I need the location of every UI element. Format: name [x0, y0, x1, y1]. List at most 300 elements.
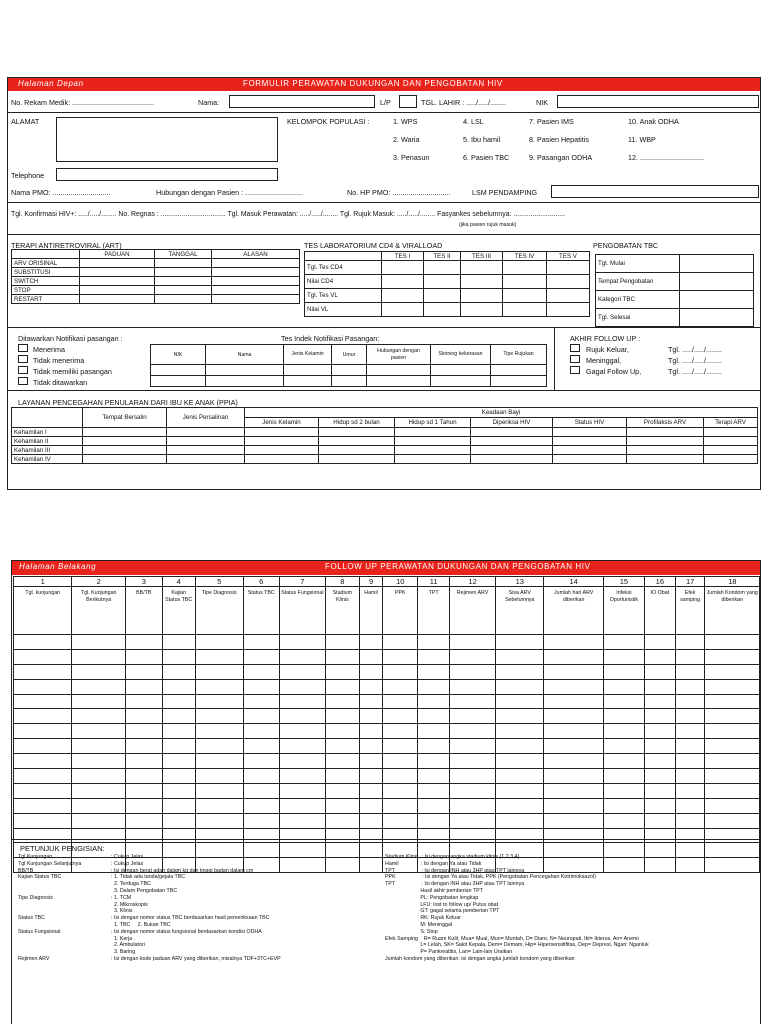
notif-checkbox[interactable] [18, 366, 28, 374]
followup-cell[interactable] [705, 783, 760, 798]
followup-cell[interactable] [195, 754, 243, 769]
followup-cell[interactable] [675, 828, 705, 843]
index-cell[interactable] [332, 376, 367, 387]
followup-cell[interactable] [675, 664, 705, 679]
ppia-cell[interactable] [167, 455, 245, 464]
followup-cell[interactable] [603, 635, 644, 650]
followup-cell[interactable] [450, 828, 496, 843]
followup-cell[interactable] [383, 649, 418, 664]
followup-cell[interactable] [279, 649, 325, 664]
followup-cell[interactable] [72, 724, 125, 739]
ppia-cell[interactable] [553, 455, 627, 464]
followup-cell[interactable] [418, 664, 450, 679]
followup-cell[interactable] [644, 783, 675, 798]
followup-cell[interactable] [162, 798, 195, 813]
followup-cell[interactable] [705, 694, 760, 709]
followup-cell[interactable] [14, 798, 72, 813]
ppia-cell[interactable] [553, 446, 627, 455]
index-cell[interactable] [206, 376, 284, 387]
followup-cell[interactable] [125, 635, 162, 650]
followup-cell[interactable] [675, 754, 705, 769]
followup-cell[interactable] [243, 783, 279, 798]
ppia-cell[interactable] [471, 437, 553, 446]
followup-cell[interactable] [675, 813, 705, 828]
followup-cell[interactable] [279, 679, 325, 694]
ppia-cell[interactable] [167, 437, 245, 446]
followup-cell[interactable] [195, 739, 243, 754]
followup-cell[interactable] [675, 635, 705, 650]
art-cell[interactable] [212, 277, 300, 286]
followup-cell[interactable] [195, 798, 243, 813]
followup-cell[interactable] [359, 769, 383, 784]
ppia-cell[interactable] [245, 428, 319, 437]
followup-cell[interactable] [496, 783, 544, 798]
followup-cell[interactable] [383, 783, 418, 798]
followup-cell[interactable] [383, 709, 418, 724]
followup-cell[interactable] [450, 769, 496, 784]
followup-cell[interactable] [359, 694, 383, 709]
followup-cell[interactable] [496, 664, 544, 679]
lab-cell[interactable] [461, 303, 503, 317]
followup-cell[interactable] [603, 649, 644, 664]
followup-cell[interactable] [359, 679, 383, 694]
followup-cell[interactable] [603, 739, 644, 754]
followup-cell[interactable] [72, 769, 125, 784]
followup-cell[interactable] [72, 709, 125, 724]
followup-cell[interactable] [195, 813, 243, 828]
followup-cell[interactable] [603, 754, 644, 769]
followup-cell[interactable] [325, 635, 359, 650]
followup-cell[interactable] [675, 783, 705, 798]
followup-cell[interactable] [195, 694, 243, 709]
ppia-cell[interactable] [245, 437, 319, 446]
ppia-cell[interactable] [627, 455, 704, 464]
followup-cell[interactable] [125, 664, 162, 679]
followup-cell[interactable] [325, 739, 359, 754]
followup-cell[interactable] [603, 798, 644, 813]
populasi-option[interactable]: 8. Pasien Hepatitis [529, 135, 589, 144]
followup-cell[interactable] [705, 739, 760, 754]
lab-cell[interactable] [547, 289, 590, 303]
followup-cell[interactable] [14, 724, 72, 739]
followup-cell[interactable] [162, 828, 195, 843]
index-cell[interactable] [367, 365, 431, 376]
followup-cell[interactable] [544, 783, 604, 798]
ppia-cell[interactable] [627, 437, 704, 446]
followup-cell[interactable] [675, 769, 705, 784]
followup-cell[interactable] [675, 694, 705, 709]
followup-cell[interactable] [496, 798, 544, 813]
followup-cell[interactable] [359, 783, 383, 798]
followup-cell[interactable] [72, 679, 125, 694]
followup-cell[interactable] [325, 649, 359, 664]
followup-cell[interactable] [14, 754, 72, 769]
followup-cell[interactable] [359, 754, 383, 769]
followup-cell[interactable] [359, 798, 383, 813]
followup-cell[interactable] [359, 828, 383, 843]
ppia-cell[interactable] [319, 455, 395, 464]
art-cell[interactable] [80, 295, 155, 304]
ppia-cell[interactable] [627, 428, 704, 437]
followup-cell[interactable] [279, 813, 325, 828]
followup-cell[interactable] [544, 798, 604, 813]
followup-cell[interactable] [603, 709, 644, 724]
telephone-field[interactable] [56, 168, 278, 181]
followup-cell[interactable] [675, 709, 705, 724]
tbc-cell[interactable] [680, 273, 754, 291]
art-cell[interactable] [212, 295, 300, 304]
followup-cell[interactable] [644, 679, 675, 694]
followup-cell[interactable] [279, 724, 325, 739]
followup-cell[interactable] [644, 664, 675, 679]
followup-cell[interactable] [450, 798, 496, 813]
followup-cell[interactable] [383, 754, 418, 769]
followup-cell[interactable] [125, 694, 162, 709]
tbc-cell[interactable] [680, 291, 754, 309]
lab-cell[interactable] [503, 303, 547, 317]
followup-cell[interactable] [279, 635, 325, 650]
followup-cell[interactable] [675, 739, 705, 754]
followup-cell[interactable] [243, 664, 279, 679]
followup-cell[interactable] [544, 694, 604, 709]
followup-cell[interactable] [325, 828, 359, 843]
followup-cell[interactable] [325, 664, 359, 679]
followup-cell[interactable] [72, 783, 125, 798]
followup-cell[interactable] [603, 769, 644, 784]
followup-cell[interactable] [644, 858, 675, 873]
lsm-field[interactable] [551, 185, 759, 198]
followup-cell[interactable] [125, 798, 162, 813]
followup-cell[interactable] [14, 679, 72, 694]
followup-cell[interactable] [325, 813, 359, 828]
followup-cell[interactable] [359, 709, 383, 724]
followup-cell[interactable] [675, 798, 705, 813]
populasi-option[interactable]: 5. Ibu hamil [463, 135, 501, 144]
followup-cell[interactable] [544, 664, 604, 679]
followup-cell[interactable] [496, 694, 544, 709]
followup-cell[interactable] [418, 798, 450, 813]
index-cell[interactable] [151, 365, 206, 376]
followup-cell[interactable] [383, 828, 418, 843]
followup-cell[interactable] [279, 798, 325, 813]
followup-cell[interactable] [603, 724, 644, 739]
followup-cell[interactable] [359, 724, 383, 739]
followup-cell[interactable] [279, 694, 325, 709]
followup-cell[interactable] [496, 769, 544, 784]
followup-cell[interactable] [383, 724, 418, 739]
followup-cell[interactable] [325, 754, 359, 769]
followup-cell[interactable] [125, 813, 162, 828]
ppia-cell[interactable] [167, 446, 245, 455]
followup-cell[interactable] [279, 769, 325, 784]
followup-cell[interactable] [544, 754, 604, 769]
followup-cell[interactable] [279, 783, 325, 798]
followup-cell[interactable] [496, 724, 544, 739]
lab-cell[interactable] [424, 303, 461, 317]
ppia-cell[interactable] [83, 437, 167, 446]
followup-cell[interactable] [544, 649, 604, 664]
followup-cell[interactable] [675, 679, 705, 694]
followup-cell[interactable] [325, 858, 359, 873]
lab-cell[interactable] [382, 275, 424, 289]
followup-cell[interactable] [644, 798, 675, 813]
followup-cell[interactable] [162, 664, 195, 679]
followup-cell[interactable] [195, 649, 243, 664]
followup-cell[interactable] [14, 635, 72, 650]
followup-cell[interactable] [450, 694, 496, 709]
followup-cell[interactable] [243, 649, 279, 664]
art-cell[interactable] [212, 268, 300, 277]
followup-cell[interactable] [195, 828, 243, 843]
followup-cell[interactable] [496, 679, 544, 694]
lab-cell[interactable] [382, 289, 424, 303]
index-cell[interactable] [332, 365, 367, 376]
index-cell[interactable] [431, 365, 491, 376]
ppia-cell[interactable] [704, 437, 758, 446]
lab-cell[interactable] [547, 261, 590, 275]
populasi-option[interactable]: 11. WBP [628, 135, 656, 144]
followup-cell[interactable] [450, 635, 496, 650]
index-cell[interactable] [284, 365, 332, 376]
followup-cell[interactable] [705, 858, 760, 873]
followup-cell[interactable] [644, 813, 675, 828]
index-cell[interactable] [431, 376, 491, 387]
lab-cell[interactable] [424, 275, 461, 289]
index-cell[interactable] [491, 365, 547, 376]
followup-cell[interactable] [705, 754, 760, 769]
followup-cell[interactable] [383, 769, 418, 784]
ppia-cell[interactable] [471, 446, 553, 455]
followup-cell[interactable] [359, 664, 383, 679]
art-cell[interactable] [155, 286, 212, 295]
followup-cell[interactable] [675, 649, 705, 664]
followup-cell[interactable] [450, 709, 496, 724]
followup-cell[interactable] [72, 828, 125, 843]
followup-cell[interactable] [383, 739, 418, 754]
followup-cell[interactable] [496, 739, 544, 754]
followup-cell[interactable] [496, 754, 544, 769]
followup-cell[interactable] [418, 694, 450, 709]
followup-cell[interactable] [450, 783, 496, 798]
followup-cell[interactable] [544, 769, 604, 784]
followup-cell[interactable] [125, 769, 162, 784]
ppia-cell[interactable] [553, 428, 627, 437]
populasi-option[interactable]: 2. Waria [393, 135, 420, 144]
lab-cell[interactable] [503, 275, 547, 289]
followup-cell[interactable] [383, 798, 418, 813]
followup-cell[interactable] [325, 843, 359, 858]
followup-cell[interactable] [14, 813, 72, 828]
followup-cell[interactable] [162, 783, 195, 798]
followup-cell[interactable] [675, 724, 705, 739]
followup-cell[interactable] [359, 649, 383, 664]
followup-cell[interactable] [325, 724, 359, 739]
ppia-cell[interactable] [395, 446, 471, 455]
ppia-cell[interactable] [471, 455, 553, 464]
populasi-option[interactable]: 3. Penasun [393, 153, 430, 162]
followup-cell[interactable] [72, 798, 125, 813]
followup-cell[interactable] [162, 813, 195, 828]
followup-cell[interactable] [359, 739, 383, 754]
followup-cell[interactable] [125, 679, 162, 694]
followup-cell[interactable] [418, 739, 450, 754]
followup-cell[interactable] [325, 783, 359, 798]
followup-cell[interactable] [496, 828, 544, 843]
followup-cell[interactable] [675, 843, 705, 858]
followup-cell[interactable] [544, 635, 604, 650]
art-cell[interactable] [80, 277, 155, 286]
followup-cell[interactable] [383, 635, 418, 650]
followup-cell[interactable] [325, 679, 359, 694]
followup-cell[interactable] [644, 635, 675, 650]
followup-cell[interactable] [603, 664, 644, 679]
followup-cell[interactable] [644, 709, 675, 724]
followup-cell[interactable] [125, 724, 162, 739]
populasi-option[interactable]: 6. Pasien TBC [463, 153, 510, 162]
followup-cell[interactable] [450, 679, 496, 694]
followup-cell[interactable] [544, 709, 604, 724]
ppia-cell[interactable] [395, 455, 471, 464]
followup-cell[interactable] [359, 858, 383, 873]
followup-cell[interactable] [162, 649, 195, 664]
followup-cell[interactable] [705, 828, 760, 843]
populasi-option[interactable]: 10. Anak ODHA [628, 117, 679, 126]
followup-cell[interactable] [72, 649, 125, 664]
art-cell[interactable] [155, 277, 212, 286]
followup-cell[interactable] [195, 664, 243, 679]
followup-cell[interactable] [243, 769, 279, 784]
followup-cell[interactable] [125, 739, 162, 754]
followup-cell[interactable] [72, 754, 125, 769]
followup-cell[interactable] [418, 769, 450, 784]
followup-cell[interactable] [644, 694, 675, 709]
followup-cell[interactable] [359, 813, 383, 828]
followup-cell[interactable] [243, 754, 279, 769]
lab-cell[interactable] [461, 261, 503, 275]
notif-checkbox[interactable] [18, 344, 28, 352]
followup-cell[interactable] [125, 783, 162, 798]
alamat-field[interactable] [56, 117, 278, 162]
ppia-cell[interactable] [704, 455, 758, 464]
followup-cell[interactable] [162, 635, 195, 650]
followup-cell[interactable] [418, 813, 450, 828]
index-cell[interactable] [491, 376, 547, 387]
ppia-cell[interactable] [83, 428, 167, 437]
tbc-cell[interactable] [680, 255, 754, 273]
index-cell[interactable] [284, 376, 332, 387]
followup-cell[interactable] [705, 798, 760, 813]
art-cell[interactable] [212, 259, 300, 268]
art-cell[interactable] [155, 295, 212, 304]
ppia-cell[interactable] [83, 446, 167, 455]
followup-cell[interactable] [162, 754, 195, 769]
followup-cell[interactable] [279, 664, 325, 679]
index-cell[interactable] [367, 376, 431, 387]
followup-cell[interactable] [359, 843, 383, 858]
ppia-cell[interactable] [704, 446, 758, 455]
followup-cell[interactable] [243, 739, 279, 754]
followup-cell[interactable] [644, 739, 675, 754]
followup-cell[interactable] [279, 739, 325, 754]
populasi-option[interactable]: 9. Pasangan ODHA [529, 153, 593, 162]
followup-cell[interactable] [14, 649, 72, 664]
followup-cell[interactable] [418, 709, 450, 724]
followup-cell[interactable] [603, 694, 644, 709]
followup-cell[interactable] [162, 724, 195, 739]
ppia-cell[interactable] [319, 428, 395, 437]
followup-cell[interactable] [644, 769, 675, 784]
ppia-cell[interactable] [627, 446, 704, 455]
followup-cell[interactable] [644, 754, 675, 769]
ppia-cell[interactable] [395, 428, 471, 437]
ppia-cell[interactable] [245, 446, 319, 455]
ppia-cell[interactable] [83, 455, 167, 464]
followup-cell[interactable] [125, 754, 162, 769]
followup-cell[interactable] [279, 709, 325, 724]
followup-cell[interactable] [243, 828, 279, 843]
followup-cell[interactable] [603, 783, 644, 798]
followup-cell[interactable] [195, 709, 243, 724]
followup-cell[interactable] [14, 709, 72, 724]
followup-cell[interactable] [243, 798, 279, 813]
followup-cell[interactable] [14, 783, 72, 798]
ppia-cell[interactable] [319, 437, 395, 446]
followup-cell[interactable] [195, 679, 243, 694]
followup-cell[interactable] [705, 679, 760, 694]
followup-cell[interactable] [14, 739, 72, 754]
followup-cell[interactable] [14, 664, 72, 679]
followup-cell[interactable] [279, 858, 325, 873]
followup-cell[interactable] [383, 664, 418, 679]
followup-cell[interactable] [383, 813, 418, 828]
followup-cell[interactable] [14, 828, 72, 843]
followup-cell[interactable] [450, 739, 496, 754]
populasi-option[interactable]: 12. ................................ [628, 153, 704, 162]
lab-cell[interactable] [503, 261, 547, 275]
followup-cell[interactable] [496, 813, 544, 828]
followup-cell[interactable] [243, 635, 279, 650]
followup-cell[interactable] [162, 694, 195, 709]
followup-cell[interactable] [325, 694, 359, 709]
followup-cell[interactable] [325, 769, 359, 784]
lab-cell[interactable] [382, 261, 424, 275]
ppia-cell[interactable] [319, 446, 395, 455]
followup-cell[interactable] [705, 769, 760, 784]
followup-cell[interactable] [450, 664, 496, 679]
followup-cell[interactable] [496, 709, 544, 724]
followup-cell[interactable] [72, 664, 125, 679]
followup-cell[interactable] [243, 813, 279, 828]
followup-cell[interactable] [603, 828, 644, 843]
followup-cell[interactable] [125, 709, 162, 724]
followup-cell[interactable] [72, 739, 125, 754]
populasi-option[interactable]: 1. WPS [393, 117, 418, 126]
followup-checkbox[interactable] [570, 355, 580, 363]
art-cell[interactable] [80, 259, 155, 268]
followup-cell[interactable] [418, 828, 450, 843]
index-cell[interactable] [206, 365, 284, 376]
art-cell[interactable] [80, 268, 155, 277]
ppia-cell[interactable] [395, 437, 471, 446]
nama-field[interactable] [229, 95, 375, 108]
lab-cell[interactable] [382, 303, 424, 317]
followup-cell[interactable] [72, 694, 125, 709]
followup-cell[interactable] [72, 813, 125, 828]
lab-cell[interactable] [547, 303, 590, 317]
followup-cell[interactable] [418, 724, 450, 739]
followup-cell[interactable] [644, 843, 675, 858]
lab-cell[interactable] [503, 289, 547, 303]
